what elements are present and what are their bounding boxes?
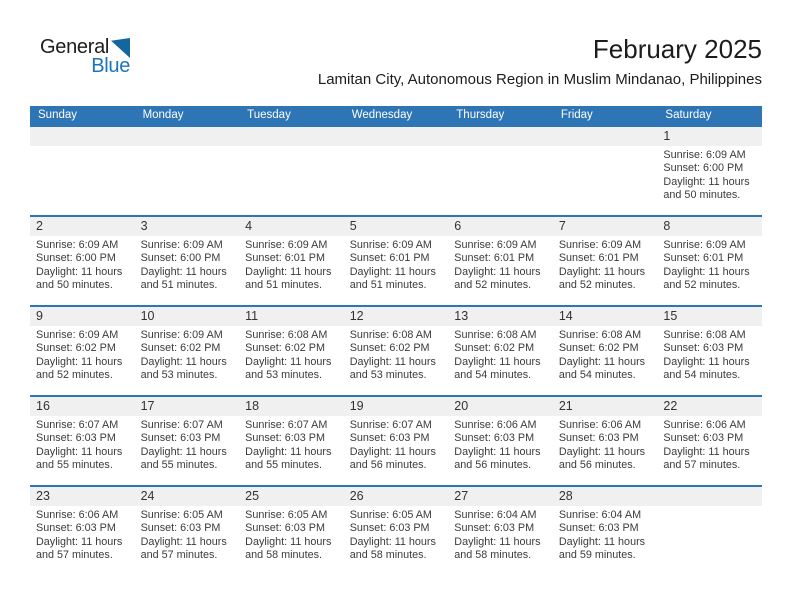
sunset-line: Sunset: 6:03 PM [454,522,535,535]
date-number: 22 [663,399,678,413]
sun-times [239,416,344,473]
page-title: February 2025 [592,34,762,64]
daylight-line-1: Daylight: 11 hours [349,355,436,368]
date-number: 14 [558,309,573,323]
sunset-line: Sunset: 6:01 PM [558,252,639,265]
daylight-line-2: and 56 minutes. [558,459,636,472]
daylight-line-1: Daylight: 11 hours [36,445,123,458]
date-band [344,487,449,506]
sunset-line: Sunset: 6:03 PM [36,432,116,445]
daylight-line-1: Daylight: 11 hours [663,265,750,278]
day-cell-8 [657,217,762,305]
daylight-line-1: Daylight: 11 hours [454,535,541,548]
sunrise-line: Sunrise: 6:04 AM [558,509,642,521]
sunset-line: Sunset: 6:03 PM [558,522,639,535]
day-cell-19 [344,397,449,485]
date-band [553,217,658,236]
date-band [344,217,449,236]
sunset-line: Sunset: 6:00 PM [663,162,744,175]
day-header-thursday: Thursday [456,109,505,121]
daylight-line-1: Daylight: 11 hours [454,355,541,368]
daylight-line-1: Daylight: 11 hours [140,265,227,278]
date-band [30,397,135,416]
daylight-line-2: and 51 minutes. [140,279,218,292]
day-cell-4 [239,217,344,305]
sunset-line: Sunset: 6:02 PM [349,342,430,355]
sunrise-line: Sunrise: 6:08 AM [558,329,642,341]
day-header-monday: Monday [142,109,184,121]
date-number: 15 [663,309,678,323]
sun-times [135,416,240,473]
day-cell-3 [135,217,240,305]
sun-times [30,236,135,293]
sunset-line: Sunset: 6:00 PM [36,252,116,265]
sunrise-line: Sunrise: 6:08 AM [663,329,746,341]
sun-times [344,506,449,563]
day-cell-5 [344,217,449,305]
sunrise-line: Sunrise: 6:08 AM [454,329,537,341]
daylight-line-2: and 55 minutes. [36,459,113,472]
day-cell-23 [30,487,135,575]
sunset-line: Sunset: 6:03 PM [245,432,325,445]
date-band [448,217,553,236]
daylight-line-1: Daylight: 11 hours [140,445,227,458]
date-number: 24 [140,489,155,503]
day-cell-22 [657,397,762,485]
date-number: 19 [349,399,364,413]
daylight-line-2: and 53 minutes. [140,369,218,382]
sunrise-line: Sunrise: 6:04 AM [454,509,537,521]
date-band [553,397,658,416]
daylight-line-2: and 57 minutes. [140,549,218,562]
date-number: 5 [349,219,357,233]
daylight-line-2: and 58 minutes. [245,549,322,562]
page-subtitle: Lamitan City, Autonomous Region in Muslim Mindanao, Philippines [317,71,762,88]
date-band [657,487,762,506]
daylight-line-2: and 53 minutes. [349,369,427,382]
date-band [135,217,240,236]
day-cell-10 [135,307,240,395]
sun-times [448,416,553,473]
date-band [657,127,762,146]
date-band [448,307,553,326]
date-band [657,397,762,416]
sun-times [657,326,762,383]
day-cell-empty [553,127,658,215]
daylight-line-2: and 55 minutes. [245,459,322,472]
daylight-line-1: Daylight: 11 hours [558,265,646,278]
day-header-row [30,106,762,125]
daylight-line-2: and 54 minutes. [558,369,636,382]
date-band [344,397,449,416]
daylight-line-1: Daylight: 11 hours [558,355,646,368]
sunrise-line: Sunrise: 6:09 AM [349,239,432,251]
sunrise-line: Sunrise: 6:07 AM [140,419,223,431]
date-band [448,487,553,506]
sunset-line: Sunset: 6:02 PM [36,342,116,355]
sun-times [553,416,658,473]
date-band [135,397,240,416]
sunrise-line: Sunrise: 6:06 AM [454,419,537,431]
date-number: 16 [36,399,50,413]
date-band [553,127,658,146]
week-row-5 [30,485,762,575]
logo-bottom-line [40,56,130,77]
day-cell-21 [553,397,658,485]
daylight-line-1: Daylight: 11 hours [36,265,123,278]
sun-times [239,236,344,293]
date-number: 9 [36,309,43,323]
daylight-line-2: and 52 minutes. [663,279,741,292]
daylight-line-2: and 57 minutes. [663,459,741,472]
day-cell-20 [448,397,553,485]
date-number: 13 [454,309,469,323]
date-band [657,217,762,236]
daylight-line-2: and 53 minutes. [245,369,322,382]
sunrise-line: Sunrise: 6:06 AM [663,419,746,431]
daylight-line-2: and 57 minutes. [36,549,113,562]
date-band [30,217,135,236]
daylight-line-1: Daylight: 11 hours [663,445,750,458]
date-number: 27 [454,489,469,503]
day-cell-14 [553,307,658,395]
sunset-line: Sunset: 6:03 PM [140,522,221,535]
sunrise-line: Sunrise: 6:09 AM [36,329,119,341]
logo-general-text: General [40,36,110,58]
date-band [239,127,344,146]
sunset-line: Sunset: 6:03 PM [663,342,744,355]
sunrise-line: Sunrise: 6:09 AM [36,239,119,251]
daylight-line-1: Daylight: 11 hours [36,535,123,548]
daylight-line-1: Daylight: 11 hours [245,445,332,458]
date-number: 23 [36,489,50,503]
date-number: 26 [349,489,364,503]
sun-times [239,326,344,383]
sunrise-line: Sunrise: 6:08 AM [245,329,328,341]
calendar-weeks [30,125,762,575]
date-number: 17 [140,399,155,413]
date-number: 2 [36,219,43,233]
day-cell-17 [135,397,240,485]
daylight-line-1: Daylight: 11 hours [245,535,332,548]
day-cell-28 [553,487,658,575]
sunset-line: Sunset: 6:01 PM [663,252,744,265]
sunrise-line: Sunrise: 6:06 AM [36,509,119,521]
sun-times [135,236,240,293]
day-cell-26 [344,487,449,575]
sunset-line: Sunset: 6:03 PM [140,432,221,445]
sunrise-line: Sunrise: 6:05 AM [349,509,432,521]
date-number: 4 [245,219,253,233]
date-number: 8 [663,219,671,233]
date-band [239,397,344,416]
sunset-line: Sunset: 6:03 PM [36,522,116,535]
sunrise-line: Sunrise: 6:05 AM [245,509,328,521]
daylight-line-1: Daylight: 11 hours [454,265,541,278]
daylight-line-1: Daylight: 11 hours [663,175,750,188]
sun-times [239,506,344,563]
daylight-line-1: Daylight: 11 hours [140,535,227,548]
daylight-line-1: Daylight: 11 hours [349,535,436,548]
day-cell-13 [448,307,553,395]
date-band [239,307,344,326]
sunrise-line: Sunrise: 6:09 AM [558,239,642,251]
daylight-line-2: and 56 minutes. [349,459,427,472]
date-band [553,307,658,326]
day-cell-7 [553,217,658,305]
date-band [30,127,135,146]
week-row-2 [30,215,762,305]
sun-times [448,506,553,563]
sunset-line: Sunset: 6:03 PM [454,432,535,445]
sunset-line: Sunset: 6:03 PM [349,432,430,445]
date-number: 10 [140,309,155,323]
week-row-1 [30,125,762,215]
day-cell-15 [657,307,762,395]
sun-times [344,326,449,383]
sun-times [657,416,762,473]
day-cell-18 [239,397,344,485]
daylight-line-2: and 51 minutes. [245,279,322,292]
daylight-line-1: Daylight: 11 hours [140,355,227,368]
date-number: 3 [140,219,148,233]
daylight-line-2: and 54 minutes. [663,369,741,382]
sun-times [657,236,762,293]
date-number: 1 [663,129,671,143]
date-band [657,307,762,326]
day-cell-2 [30,217,135,305]
sunrise-line: Sunrise: 6:08 AM [349,329,432,341]
sunset-line: Sunset: 6:01 PM [454,252,535,265]
date-band [30,487,135,506]
sunrise-line: Sunrise: 6:09 AM [454,239,537,251]
daylight-line-1: Daylight: 11 hours [663,355,750,368]
week-row-3 [30,305,762,395]
sunrise-line: Sunrise: 6:09 AM [245,239,328,251]
date-band [448,127,553,146]
sunrise-line: Sunrise: 6:07 AM [349,419,432,431]
daylight-line-2: and 55 minutes. [140,459,218,472]
logo-blue-text: Blue [91,55,131,77]
date-band [135,307,240,326]
sunrise-line: Sunrise: 6:09 AM [663,239,746,251]
sunset-line: Sunset: 6:03 PM [245,522,325,535]
sun-times [135,326,240,383]
daylight-line-1: Daylight: 11 hours [558,445,646,458]
daylight-line-2: and 58 minutes. [349,549,427,562]
sunrise-line: Sunrise: 6:06 AM [558,419,642,431]
sunset-line: Sunset: 6:02 PM [245,342,325,355]
sun-times [448,236,553,293]
daylight-line-1: Daylight: 11 hours [349,445,436,458]
sun-times [657,146,762,203]
general-blue-logo [40,37,130,77]
date-band [30,307,135,326]
calendar-table [30,106,762,575]
sun-times [30,326,135,383]
day-cell-empty [135,127,240,215]
sun-times [30,506,135,563]
daylight-line-2: and 51 minutes. [349,279,427,292]
sun-times [135,506,240,563]
date-band [553,487,658,506]
sun-times [553,326,658,383]
day-cell-25 [239,487,344,575]
day-header-friday: Friday [560,109,593,121]
sunrise-line: Sunrise: 6:09 AM [140,329,223,341]
day-cell-24 [135,487,240,575]
sunset-line: Sunset: 6:03 PM [663,432,744,445]
daylight-line-1: Daylight: 11 hours [349,265,436,278]
daylight-line-2: and 54 minutes. [454,369,532,382]
date-number: 12 [349,309,364,323]
date-band [344,307,449,326]
date-band [344,127,449,146]
day-cell-empty [239,127,344,215]
day-cell-9 [30,307,135,395]
sunset-line: Sunset: 6:02 PM [140,342,221,355]
day-cell-27 [448,487,553,575]
daylight-line-1: Daylight: 11 hours [454,445,541,458]
date-band [135,487,240,506]
date-number: 11 [245,309,259,323]
sunrise-line: Sunrise: 6:09 AM [663,149,746,161]
day-header-saturday: Saturday [665,109,712,121]
day-header-wednesday: Wednesday [351,109,413,121]
title-block [318,34,762,89]
sun-times [344,236,449,293]
date-number: 7 [558,219,566,233]
sunset-line: Sunset: 6:03 PM [349,522,430,535]
date-number: 28 [558,489,573,503]
date-number: 20 [454,399,469,413]
daylight-line-2: and 52 minutes. [36,369,113,382]
daylight-line-2: and 50 minutes. [36,279,113,292]
day-cell-empty [448,127,553,215]
day-cell-16 [30,397,135,485]
sunset-line: Sunset: 6:02 PM [558,342,639,355]
sun-times [30,416,135,473]
sun-times [448,326,553,383]
sun-times [553,236,658,293]
sunrise-line: Sunrise: 6:07 AM [245,419,328,431]
sun-times [553,506,658,563]
sunset-line: Sunset: 6:01 PM [245,252,325,265]
date-band [135,127,240,146]
day-cell-empty [657,487,762,575]
daylight-line-2: and 59 minutes. [558,549,636,562]
daylight-line-2: and 50 minutes. [663,189,741,202]
daylight-line-1: Daylight: 11 hours [558,535,646,548]
sunrise-line: Sunrise: 6:07 AM [36,419,119,431]
daylight-line-1: Daylight: 11 hours [245,265,332,278]
date-number: 21 [558,399,573,413]
date-number: 25 [245,489,260,503]
sunset-line: Sunset: 6:03 PM [558,432,639,445]
sunset-line: Sunset: 6:00 PM [140,252,221,265]
daylight-line-1: Daylight: 11 hours [245,355,332,368]
sunrise-line: Sunrise: 6:09 AM [140,239,223,251]
day-cell-6 [448,217,553,305]
sunset-line: Sunset: 6:02 PM [454,342,535,355]
day-cell-1 [657,127,762,215]
daylight-line-1: Daylight: 11 hours [36,355,123,368]
day-cell-empty [344,127,449,215]
date-number: 18 [245,399,260,413]
daylight-line-2: and 52 minutes. [454,279,532,292]
week-row-4 [30,395,762,485]
daylight-line-2: and 56 minutes. [454,459,532,472]
daylight-line-2: and 52 minutes. [558,279,636,292]
sunset-line: Sunset: 6:01 PM [349,252,430,265]
daylight-line-2: and 58 minutes. [454,549,532,562]
date-band [239,217,344,236]
day-cell-empty [30,127,135,215]
day-header-sunday: Sunday [38,109,78,121]
day-cell-11 [239,307,344,395]
date-number: 6 [454,219,462,233]
sun-times [344,416,449,473]
day-cell-12 [344,307,449,395]
date-band [448,397,553,416]
date-band [239,487,344,506]
day-header-tuesday: Tuesday [247,109,291,121]
sunrise-line: Sunrise: 6:05 AM [140,509,223,521]
